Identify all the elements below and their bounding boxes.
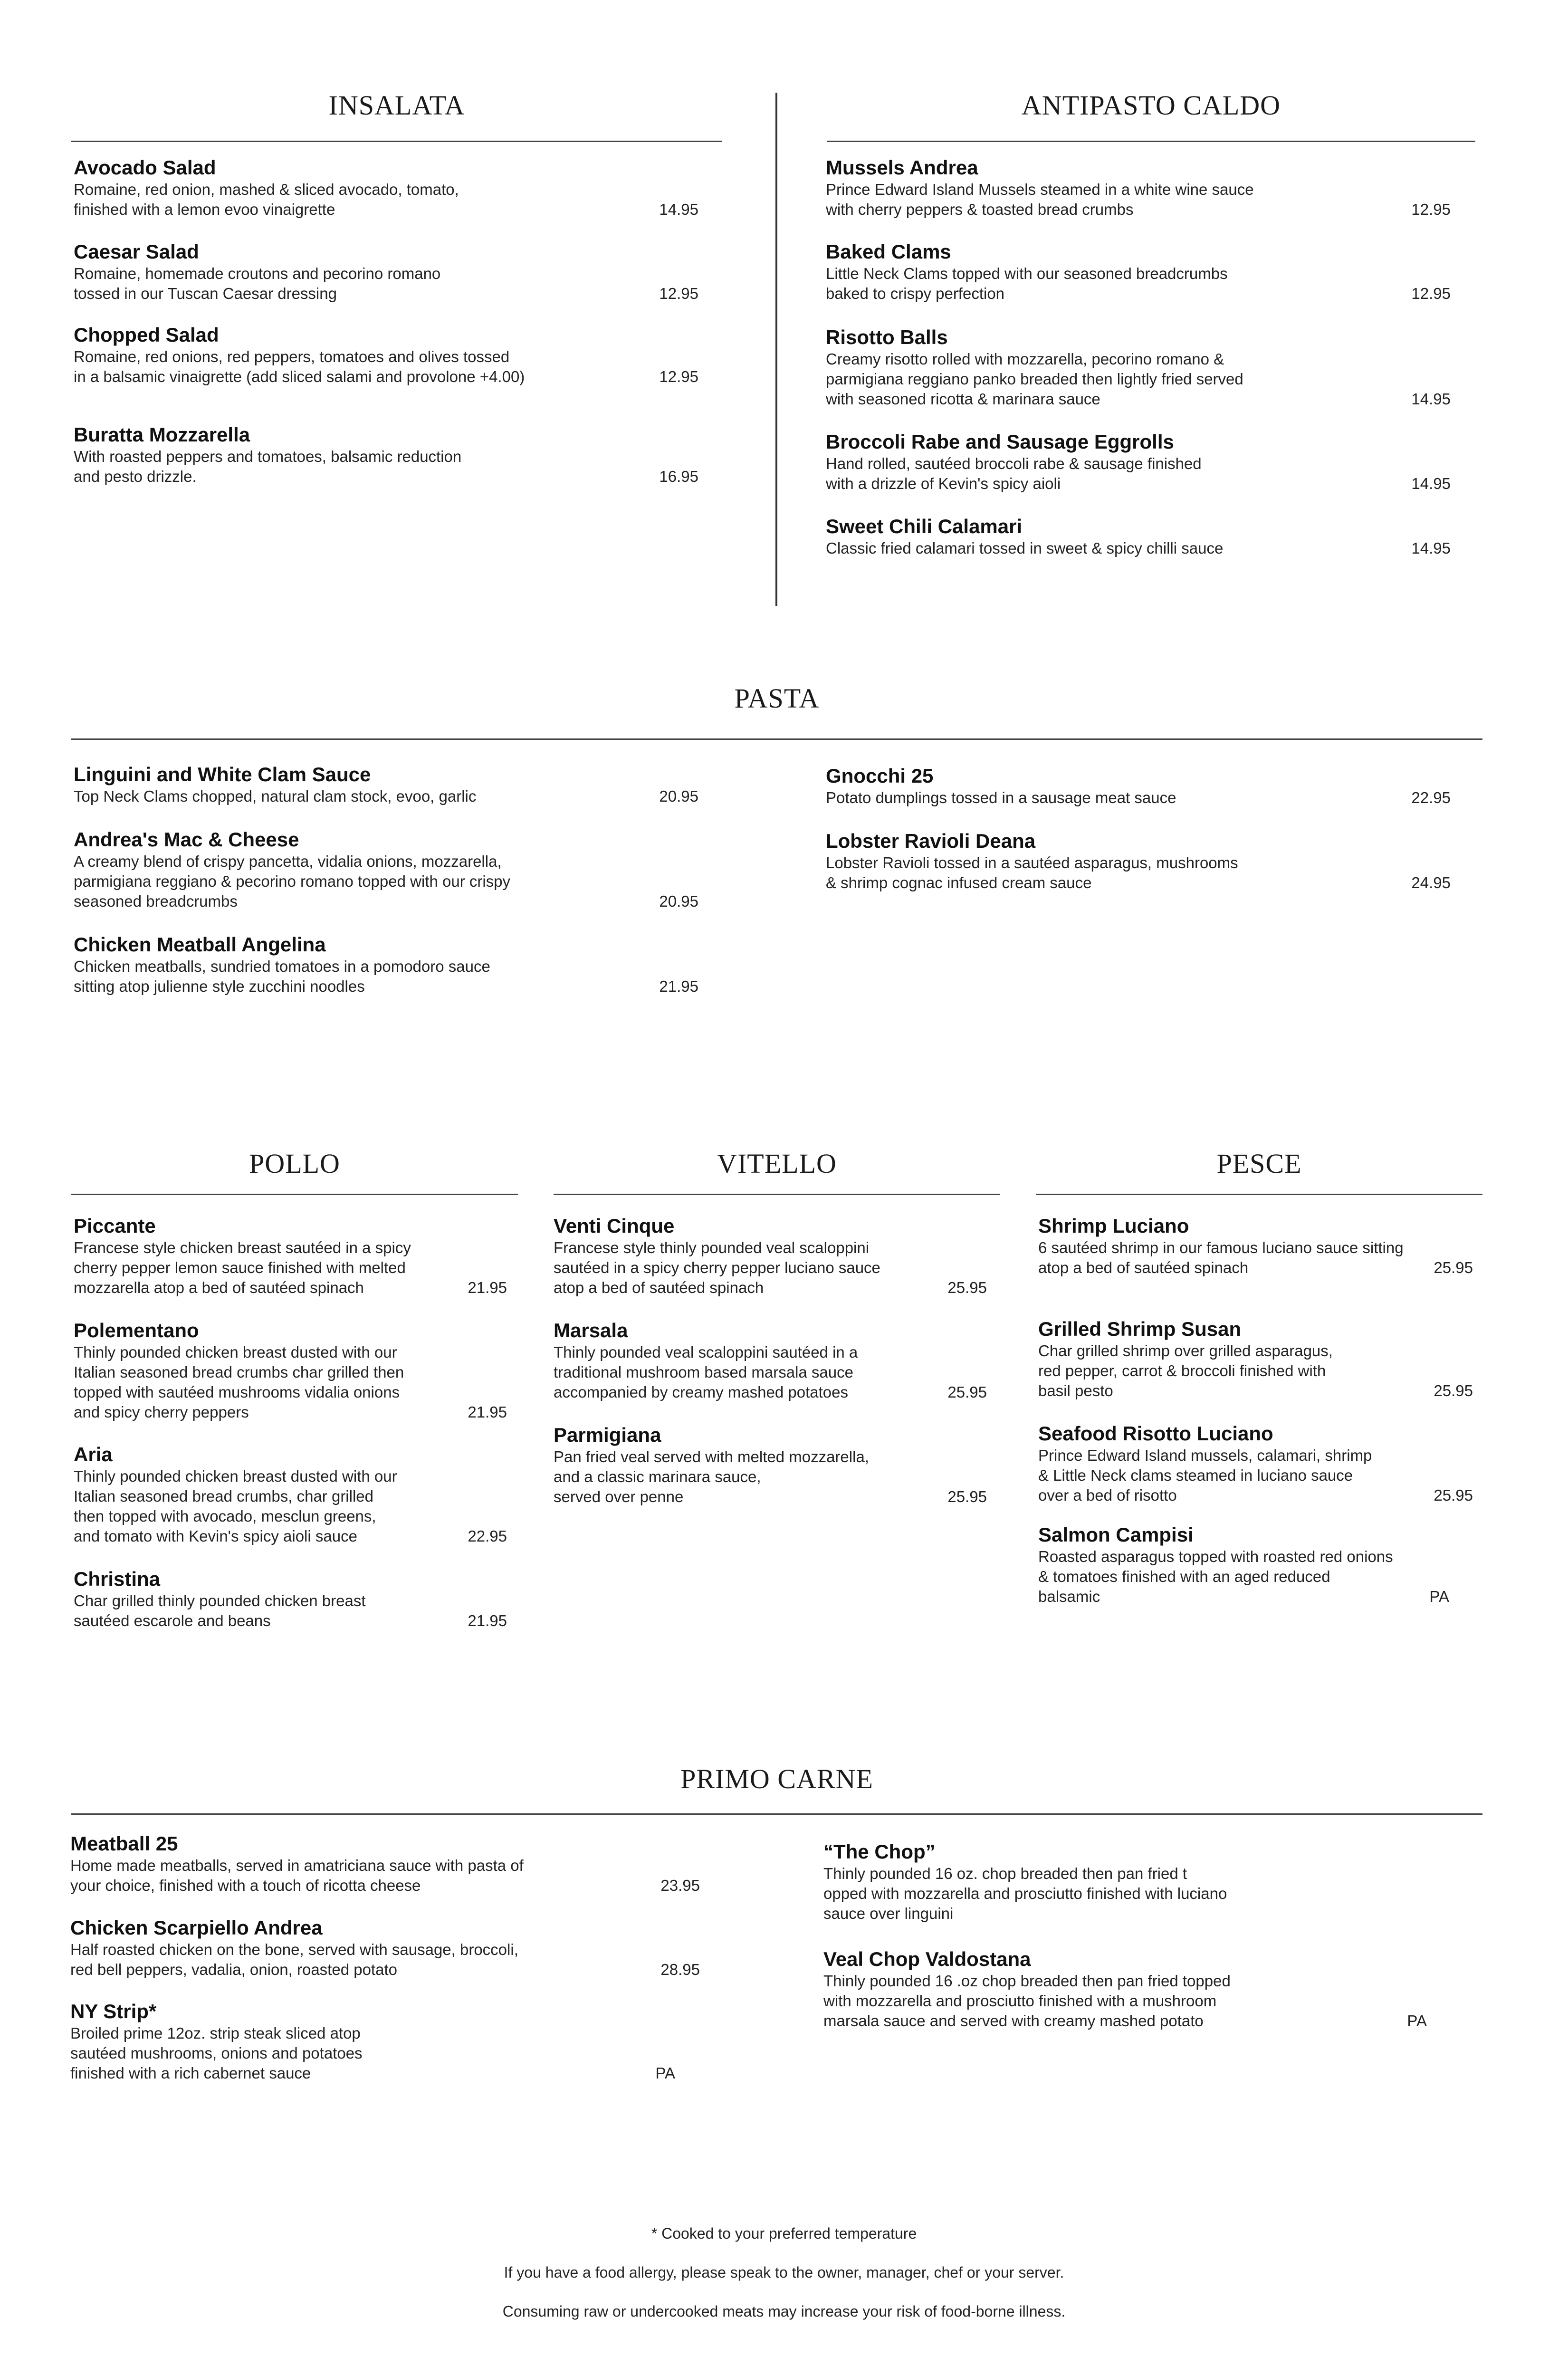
item-price: PA — [655, 2064, 675, 2082]
item-name: Andrea's Mac & Cheese — [74, 828, 299, 851]
section-divider — [827, 141, 1475, 142]
item-name: Sweet Chili Calamari — [826, 515, 1023, 537]
item-description: Francese style thinly pounded veal scaloppini sautéed in a spicy cherry pepper luciano sauce atop a bed of sautéed spinach — [554, 1239, 880, 1296]
item-name: NY Strip* — [70, 2000, 157, 2022]
menu-item-shrimp-luciano — [1038, 1214, 1473, 1278]
menu-item-parmigiana — [554, 1423, 987, 1507]
item-description: Roasted asparagus topped with roasted red onions & tomatoes finished with an aged reduced balsamic — [1038, 1548, 1393, 1605]
menu-item-piccante — [74, 1214, 507, 1298]
menu-item-lobster-ravioli — [826, 829, 1451, 893]
item-description: Top Neck Clams chopped, natural clam stock, evoo, garlic — [74, 787, 477, 805]
item-price: 23.95 — [660, 1877, 700, 1894]
section-divider — [71, 1194, 518, 1195]
item-name: Baked Clams — [826, 240, 951, 263]
item-description: Char grilled shrimp over grilled asparagus, red pepper, carrot & broccoli finished with basil pesto — [1038, 1342, 1333, 1399]
item-description: Little Neck Clams topped with our seasoned breadcrumbs baked to crispy perfection — [826, 265, 1228, 302]
item-price: 12.95 — [659, 285, 698, 302]
item-description: Thinly pounded chicken breast dusted with our Italian seasoned bread crumbs, char grilled then topped with avocado, mesclun greens, and tomato with Kevin's spicy aioli sauce — [74, 1467, 397, 1545]
menu-item-marsala — [554, 1319, 987, 1402]
menu-item-sweet-chili-calamari — [826, 515, 1451, 558]
item-description: Pan fried veal served with melted mozzarella, and a classic marinara sauce, served over penne — [554, 1448, 869, 1505]
item-name: Seafood Risotto Luciano — [1038, 1422, 1273, 1445]
item-price: 16.95 — [659, 468, 698, 485]
item-name: Gnocchi 25 — [826, 765, 934, 787]
section-title-vitello: VITELLO — [717, 1148, 837, 1179]
item-price: 24.95 — [1411, 874, 1451, 891]
menu-item-aria — [74, 1443, 507, 1546]
column-divider — [775, 93, 777, 606]
item-description: Lobster Ravioli tossed in a sautéed asparagus, mushrooms & shrimp cognac infused cream sauce — [826, 854, 1238, 891]
menu-item-the-chop — [823, 1840, 1441, 1924]
item-price: 20.95 — [659, 892, 698, 910]
menu-item-grilled-shrimp-susan — [1038, 1317, 1473, 1401]
item-name: Polementano — [74, 1319, 199, 1341]
item-description: Prince Edward Island mussels, calamari, shrimp & Little Neck clams steamed in luciano sauce over a bed of risotto — [1038, 1447, 1372, 1504]
menu-item-baked-clams — [826, 240, 1451, 304]
menu-item-mac-and-cheese — [74, 828, 698, 911]
item-price: 14.95 — [1411, 475, 1451, 492]
footer-raw-meat-warning: Consuming raw or undercooked meats may increase your risk of food-borne illness. — [502, 2303, 1066, 2320]
menu-item-veal-chop-valdostana — [823, 1947, 1427, 2031]
item-price: 12.95 — [1411, 201, 1451, 218]
footer-allergy-note: If you have a food allergy, please speak to the owner, manager, chef or your server. — [504, 2264, 1064, 2281]
section-divider — [71, 1813, 1482, 1815]
item-name: Buratta Mozzarella — [74, 423, 250, 446]
item-name: Parmigiana — [554, 1424, 661, 1446]
item-price: 25.95 — [1434, 1259, 1473, 1276]
item-price: 14.95 — [659, 201, 698, 218]
item-description: Thinly pounded 16 oz. chop breaded then pan fried t opped with mozzarella and prosciutto finished with luciano sauce over linguini — [823, 1865, 1227, 1922]
section-title-primo-carne: PRIMO CARNE — [680, 1763, 873, 1794]
item-price: 21.95 — [468, 1279, 507, 1296]
item-price: 25.95 — [947, 1279, 987, 1296]
item-description: Romaine, red onion, mashed & sliced avocado, tomato, finished with a lemon evoo vinaigrette — [74, 181, 459, 218]
menu-item-buratta-mozzarella — [74, 423, 698, 487]
menu-item-chopped-salad — [74, 323, 698, 387]
item-description: Potato dumplings tossed in a sausage meat sauce — [826, 789, 1176, 806]
item-name: Chicken Scarpiello Andrea — [70, 1916, 323, 1939]
section-divider — [1036, 1194, 1482, 1195]
item-description: Thinly pounded 16 .oz chop breaded then pan fried topped with mozzarella and prosciutto finished with a mushroom marsala sauce and served with creamy mashed potato — [823, 1972, 1231, 2030]
item-name: Chicken Meatball Angelina — [74, 933, 326, 956]
item-description: Char grilled thinly pounded chicken breast sautéed escarole and beans — [74, 1592, 366, 1629]
item-name: Shrimp Luciano — [1038, 1215, 1189, 1237]
item-price: 21.95 — [659, 977, 698, 995]
menu-item-polementano — [74, 1319, 507, 1422]
item-price: 14.95 — [1411, 539, 1451, 557]
item-description: Half roasted chicken on the bone, served with sausage, broccoli, red bell peppers, vadalia, onion, roasted potato — [70, 1941, 518, 1978]
item-price: 28.95 — [660, 1961, 700, 1978]
menu-item-venti-cinque — [554, 1214, 987, 1298]
menu-item-ny-strip — [70, 2000, 675, 2083]
item-price: 21.95 — [468, 1612, 507, 1629]
menu-item-risotto-balls — [826, 326, 1451, 409]
item-name: Piccante — [74, 1215, 156, 1237]
item-price: 12.95 — [659, 368, 698, 385]
item-price: PA — [1429, 1588, 1449, 1605]
item-description: Hand rolled, sautéed broccoli rabe & sausage finished with a drizzle of Kevin's spicy aioli — [826, 455, 1202, 492]
item-description: Chicken meatballs, sundried tomatoes in a pomodoro sauce sitting atop julienne style zucchini noodles — [74, 958, 490, 995]
item-description: Francese style chicken breast sautéed in a spicy cherry pepper lemon sauce finished with melted mozzarella atop a bed of sautéed spinach — [74, 1239, 411, 1296]
item-description: 6 sautéed shrimp in our famous luciano sauce sitting atop a bed of sautéed spinach — [1038, 1239, 1404, 1276]
item-description: Romaine, red onions, red peppers, tomatoes and olives tossed in a balsamic vinaigrette (add sliced salami and provolone +4.00) — [74, 348, 525, 385]
item-name: Chopped Salad — [74, 324, 219, 346]
item-name: Caesar Salad — [74, 240, 199, 263]
item-description: Broiled prime 12oz. strip steak sliced atop sautéed mushrooms, onions and potatoes finished with a rich cabernet sauce — [70, 2024, 363, 2082]
item-price: 25.95 — [1434, 1486, 1473, 1504]
item-name: Aria — [74, 1443, 113, 1466]
item-price: 25.95 — [947, 1383, 987, 1401]
menu-item-linguini-white-clam — [74, 763, 698, 806]
item-price: 21.95 — [468, 1403, 507, 1421]
item-price: PA — [1407, 2012, 1427, 2030]
item-description: Home made meatballs, served in amatriciana sauce with pasta of your choice, finished with a touch of ricotta cheese — [70, 1857, 524, 1894]
item-price: 12.95 — [1411, 285, 1451, 302]
section-divider — [554, 1194, 1000, 1195]
item-description: Creamy risotto rolled with mozzarella, pecorino romano & parmigiana reggiano panko breaded then lightly fried served with seasoned ricotta & marinara sauce — [826, 350, 1243, 408]
section-title-insalata: INSALATA — [328, 90, 465, 121]
section-divider — [71, 738, 1482, 740]
item-name: Christina — [74, 1568, 161, 1590]
item-description: Romaine, homemade croutons and pecorino romano tossed in our Tuscan Caesar dressing — [74, 265, 441, 302]
section-title-pollo: POLLO — [249, 1148, 340, 1179]
item-name: Salmon Campisi — [1038, 1523, 1194, 1546]
item-description: Thinly pounded veal scaloppini sautéed in a traditional mushroom based marsala sauce accompanied by creamy mashed potatoes — [554, 1343, 858, 1401]
item-name: Lobster Ravioli Deana — [826, 830, 1036, 852]
menu-item-avocado-salad — [74, 156, 698, 220]
menu-item-meatball-25 — [70, 1832, 700, 1896]
section-title-antipasto-caldo: ANTIPASTO CALDO — [1021, 90, 1281, 121]
item-description: With roasted peppers and tomatoes, balsamic reduction and pesto drizzle. — [74, 448, 462, 485]
menu-item-chicken-meatball-angelina — [74, 933, 698, 996]
item-description: A creamy blend of crispy pancetta, vidalia onions, mozzarella, parmigiana reggiano & pecorino romano topped with our crispy seasoned breadcrumbs — [74, 853, 511, 910]
menu-item-seafood-risotto-luciano — [1038, 1422, 1473, 1505]
item-price: 14.95 — [1411, 390, 1451, 408]
menu-item-christina — [74, 1567, 507, 1631]
item-name: Broccoli Rabe and Sausage Eggrolls — [826, 431, 1174, 453]
menu-item-chicken-scarpiello — [70, 1916, 700, 1980]
menu-item-caesar-salad — [74, 240, 698, 304]
item-price: 25.95 — [947, 1488, 987, 1505]
menu-item-mussels-andrea — [826, 156, 1451, 220]
item-price: 25.95 — [1434, 1382, 1473, 1399]
item-name: Avocado Salad — [74, 156, 216, 179]
item-name: Venti Cinque — [554, 1215, 675, 1237]
item-name: Linguini and White Clam Sauce — [74, 763, 371, 786]
item-price: 22.95 — [1411, 789, 1451, 806]
menu-item-gnocchi-25 — [826, 764, 1451, 808]
item-name: Risotto Balls — [826, 326, 948, 348]
item-description: Thinly pounded chicken breast dusted with our Italian seasoned bread crumbs char grilled then topped with sautéed mushrooms vidalia onions and spicy cherry peppers — [74, 1343, 404, 1421]
item-description: Prince Edward Island Mussels steamed in a white wine sauce with cherry peppers & toasted bread crumbs — [826, 181, 1254, 218]
menu-item-salmon-campisi — [1038, 1523, 1449, 1607]
item-name: Veal Chop Valdostana — [823, 1948, 1031, 1970]
item-name: Meatball 25 — [70, 1832, 178, 1855]
section-title-pesce: PESCE — [1216, 1148, 1302, 1179]
menu-item-broccoli-rabe-eggrolls — [826, 430, 1451, 494]
item-price: 22.95 — [468, 1527, 507, 1545]
section-title-pasta: PASTA — [734, 683, 820, 714]
item-name: Grilled Shrimp Susan — [1038, 1318, 1242, 1340]
item-description: Classic fried calamari tossed in sweet & spicy chilli sauce — [826, 539, 1224, 557]
item-name: Marsala — [554, 1319, 628, 1341]
item-name: “The Chop” — [823, 1840, 936, 1863]
item-price: 20.95 — [659, 787, 698, 805]
footer-temperature-note: * Cooked to your preferred temperature — [651, 2225, 917, 2242]
item-name: Mussels Andrea — [826, 156, 978, 179]
section-divider — [71, 141, 722, 142]
